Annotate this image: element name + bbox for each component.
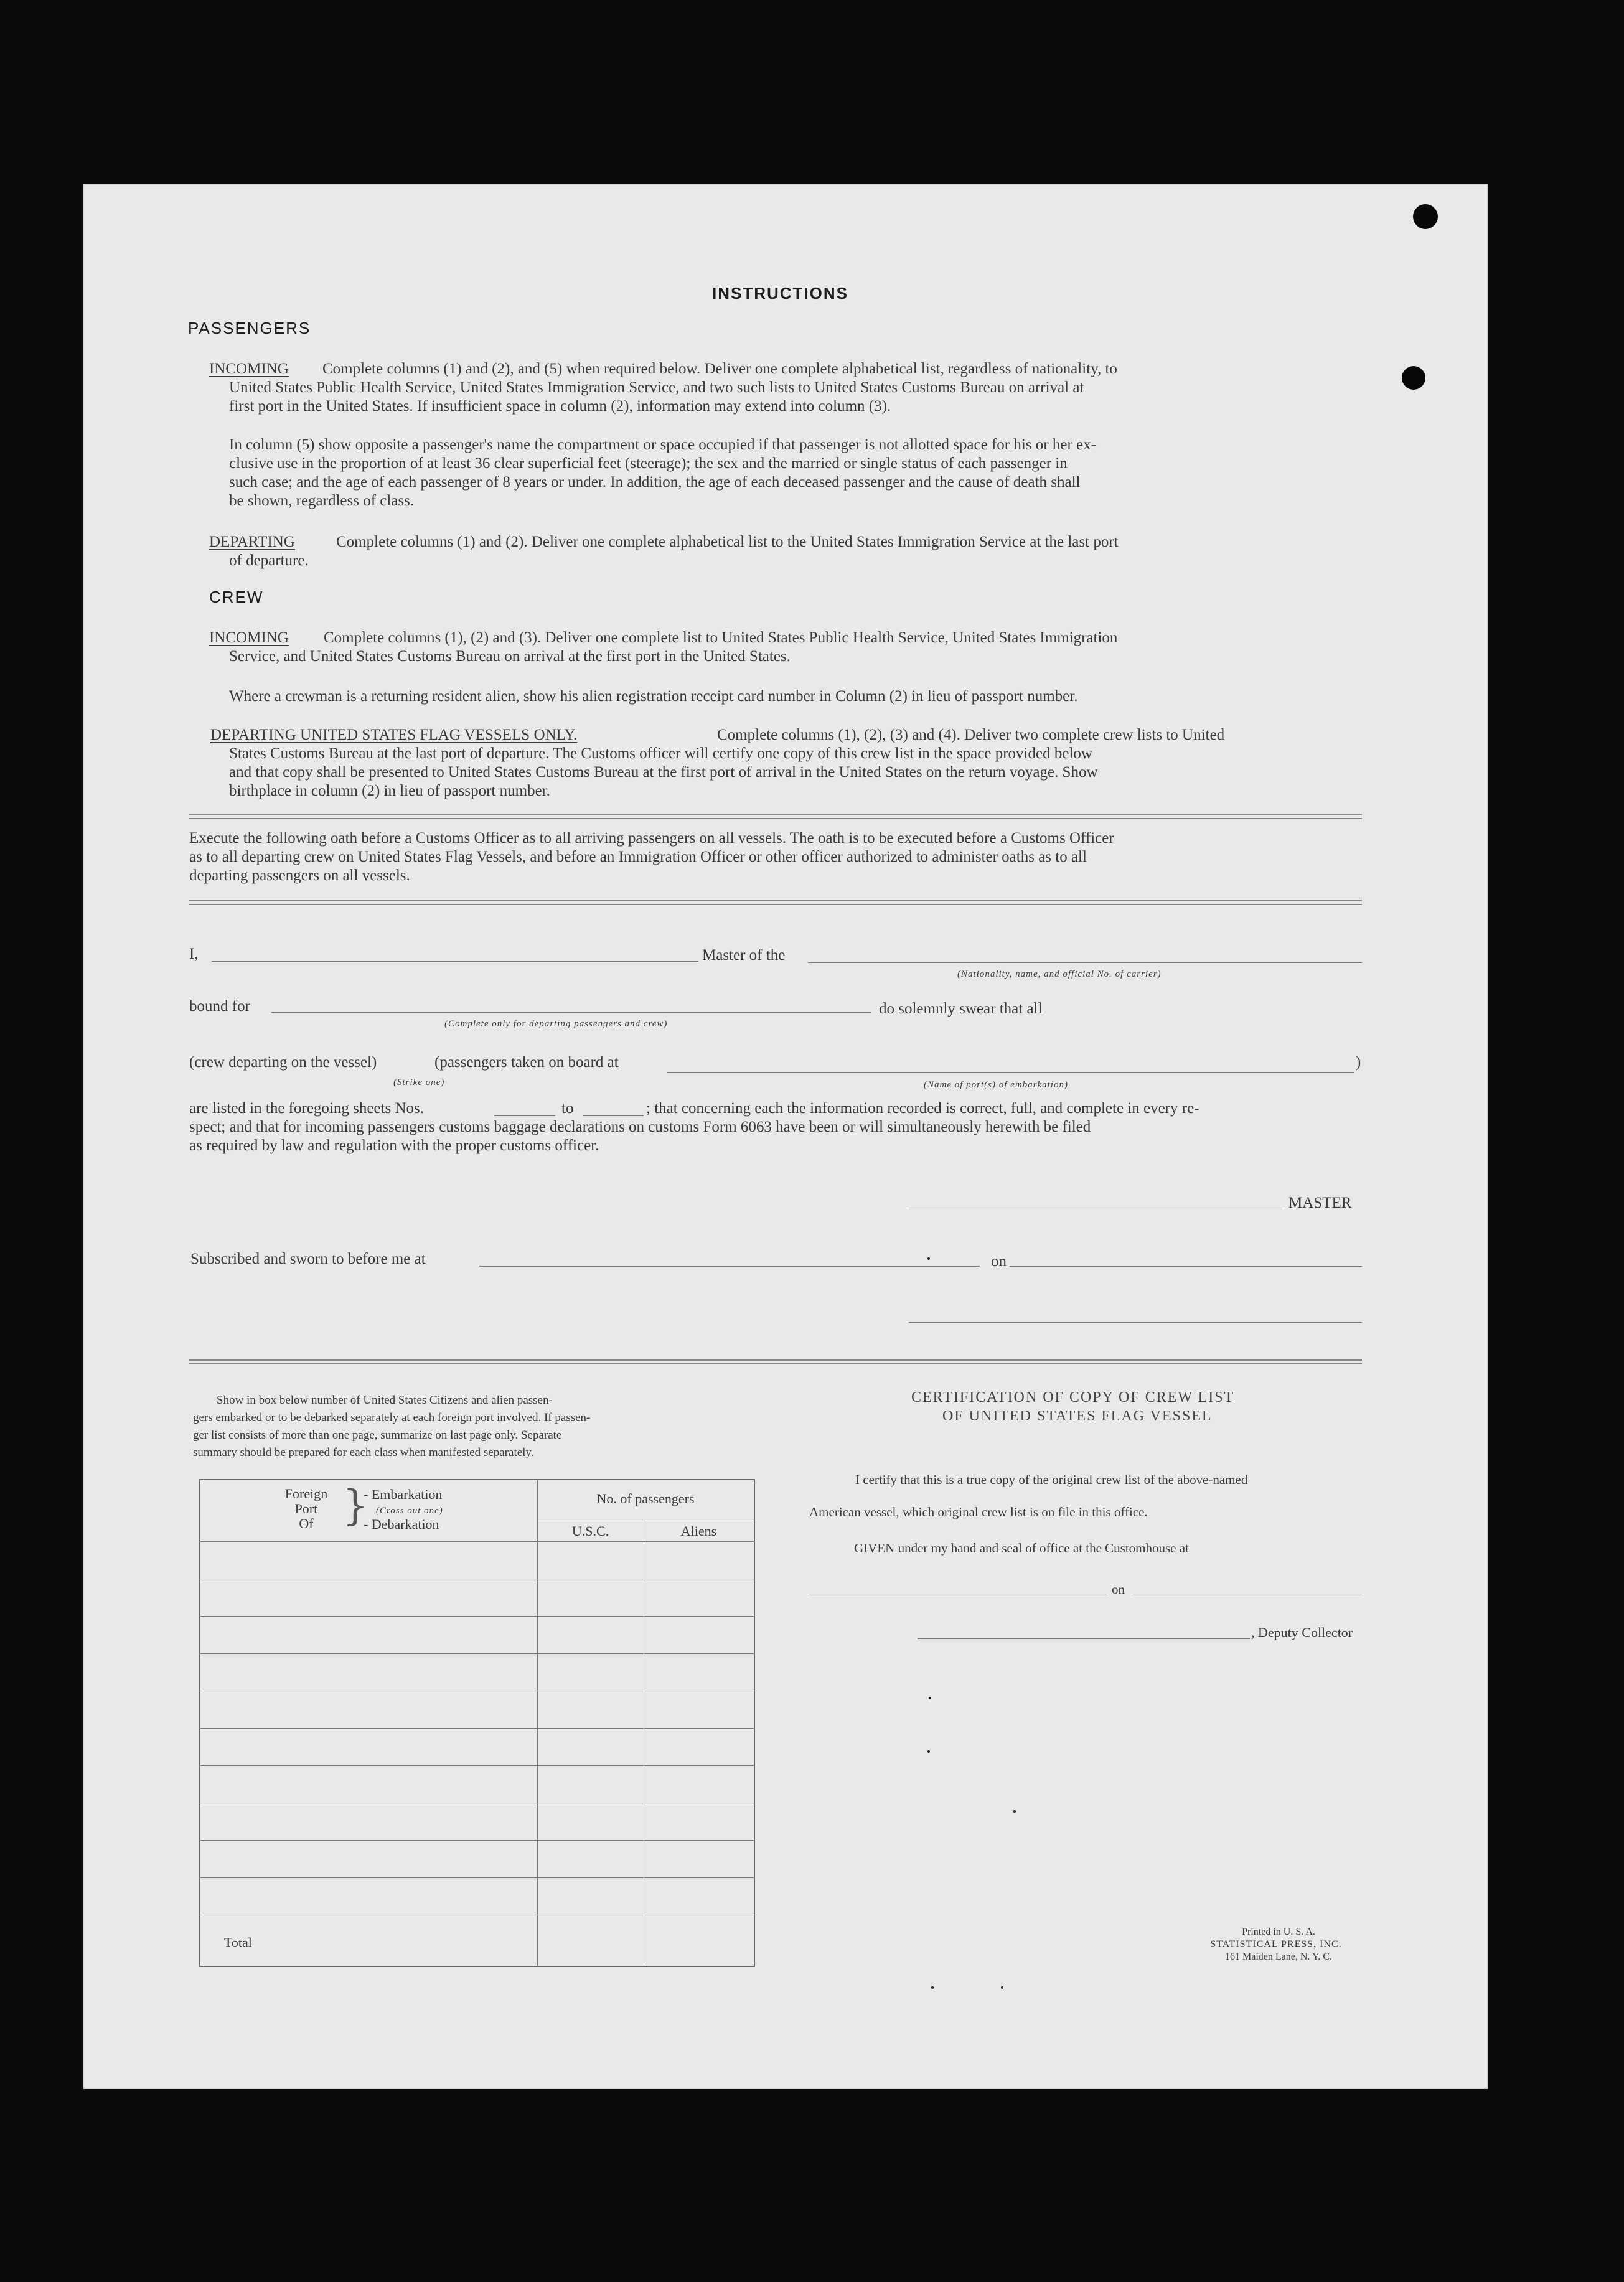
- oath-i-label: I,: [189, 946, 199, 962]
- sheet-from-field[interactable]: [494, 1115, 555, 1116]
- listed-label: are listed in the foregoing sheets Nos.: [189, 1100, 424, 1117]
- passengers-heading: PASSENGERS: [188, 319, 311, 337]
- sworn-place-field[interactable]: [479, 1266, 980, 1267]
- passenger-summary-table: [199, 1479, 755, 1967]
- close-paren: ): [1356, 1054, 1361, 1071]
- crew-incoming-line2: Service, and United States Customs Bureau on arrival at the first port in the United States.: [229, 648, 791, 665]
- column5-line3: such case; and the age of each passenger of 8 years or under. In addition, the age of each deceased passenger and the cause of death shall: [229, 474, 1081, 491]
- embarkation-ports-field[interactable]: [667, 1072, 1354, 1073]
- printer-line3: 161 Maiden Lane, N. Y. C.: [1225, 1951, 1332, 1962]
- section-divider: [189, 1359, 1362, 1364]
- oath-instructions-line3: departing passengers on all vessels.: [189, 867, 410, 884]
- swear-label: do solemnly swear that all: [879, 1000, 1043, 1017]
- crew-departing-line4: birthplace in column (2) in lieu of passport number.: [229, 782, 550, 799]
- cross-out-note: (Cross out one): [376, 1506, 443, 1516]
- speck: [929, 1697, 931, 1699]
- certification-line2: American vessel, which original crew list is on file in this office.: [809, 1505, 1148, 1519]
- crew-departing-line2: States Customs Bureau at the last port of departure. The Customs officer will certify one copy of this crew list in the space provided below: [229, 745, 1092, 762]
- foreign-label: Foreign: [284, 1486, 328, 1501]
- bound-for-field[interactable]: [271, 1012, 871, 1013]
- certification-given: GIVEN under my hand and seal of office at the Customhouse at: [854, 1541, 1189, 1556]
- column5-line4: be shown, regardless of class.: [229, 492, 415, 509]
- speck: [927, 1257, 930, 1260]
- usc-header: U.S.C.: [571, 1523, 609, 1539]
- sworn-on-label: on: [991, 1253, 1007, 1270]
- master-label: MASTER: [1288, 1195, 1352, 1211]
- passengers-departing-line2: of departure.: [229, 552, 309, 569]
- embarkation-ports-note: (Name of port(s) of embarkation): [924, 1080, 1068, 1090]
- debarkation-option[interactable]: - Debarkation: [364, 1516, 439, 1532]
- carrier-field[interactable]: [808, 962, 1362, 963]
- passengers-departing-heading: DEPARTING: [209, 533, 295, 550]
- page-title: INSTRUCTIONS: [712, 284, 848, 303]
- aliens-header: Aliens: [680, 1523, 717, 1539]
- bound-for-label: bound for: [189, 998, 250, 1015]
- box-intro-line2: gers embarked or to be debarked separately at each foreign port involved. If passen-: [193, 1411, 591, 1424]
- listed-line2: spect; and that for incoming passengers customs baggage declarations on customs Form 6063 have been or will simultaneously herewith be filed: [189, 1119, 1091, 1135]
- subscribed-label: Subscribed and sworn to before me at: [190, 1251, 426, 1267]
- certification-title-line2: OF UNITED STATES FLAG VESSEL: [942, 1408, 1213, 1424]
- printer-line1: Printed in U. S. A.: [1242, 1927, 1315, 1937]
- oath-instructions-line2: as to all departing crew on United States Flag Vessels, and before an Immigration Officer or other officer authorized to administer oaths as to all: [189, 848, 1087, 865]
- passengers-taken-option[interactable]: (passengers taken on board at: [434, 1054, 619, 1071]
- no-of-passengers-header: No. of passengers: [596, 1491, 695, 1506]
- of-label: Of: [299, 1516, 314, 1531]
- deputy-collector-label: , Deputy Collector: [1251, 1625, 1353, 1640]
- certification-title-line1: CERTIFICATION OF COPY OF CREW LIST: [911, 1389, 1235, 1406]
- deputy-collector-signature-field[interactable]: [918, 1638, 1250, 1639]
- certification-line1: I certify that this is a true copy of the original crew list of the above-named: [855, 1472, 1248, 1487]
- oath-instructions-line1: Execute the following oath before a Customs Officer as to all arriving passengers on all vessels. The oath is to be executed before a Customs Officer: [189, 830, 1114, 847]
- column5-line2: clusive use in the proportion of at least 36 clear superficial feet (steerage); the sex and the married or single status of each passenger in: [229, 455, 1068, 472]
- total-label: Total: [224, 1935, 252, 1950]
- crew-departing-heading: DEPARTING UNITED STATES FLAG VESSELS ONLY.: [210, 726, 578, 743]
- bound-for-note: (Complete only for departing passengers and crew): [444, 1019, 668, 1029]
- printer-line2: STATISTICAL PRESS, INC.: [1210, 1939, 1342, 1950]
- crew-departing-line1: Complete columns (1), (2), (3) and (4). Deliver two complete crew lists to United: [717, 726, 1225, 743]
- crew-departing-line3: and that copy shall be presented to United States Customs Bureau at the first port of arrival in the United States on the return voyage. Show: [229, 764, 1098, 781]
- punch-hole-top: [1413, 204, 1438, 229]
- box-intro-line1: Show in box below number of United States Citizens and alien passen-: [217, 1394, 553, 1407]
- speck: [927, 1750, 930, 1753]
- master-of-the-label: Master of the: [702, 947, 786, 964]
- listed-line3: as required by law and regulation with the proper customs officer.: [189, 1137, 599, 1154]
- crew-departing-option[interactable]: (crew departing on the vessel): [189, 1054, 377, 1071]
- listed-to-label: to: [561, 1100, 574, 1117]
- passengers-incoming-heading: INCOMING: [209, 360, 289, 377]
- passengers-incoming-line1: Complete columns (1) and (2), and (5) when required below. Deliver one complete alphabetical list, regardless of nationality, to: [322, 360, 1117, 377]
- box-intro-line4: summary should be prepared for each class when manifested separately.: [193, 1446, 534, 1459]
- carrier-field-note: (Nationality, name, and official No. of carrier): [957, 969, 1162, 979]
- brace-icon: }: [342, 1481, 368, 1529]
- port-label: Port: [294, 1501, 318, 1516]
- passengers-incoming-line2: United States Public Health Service, United States Immigration Service, and two such lists to United States Customs Bureau on arrival at: [229, 379, 1084, 396]
- master-name-field[interactable]: [212, 961, 698, 962]
- listed-line1-rest: ; that concerning each the information recorded is correct, full, and complete in every re-: [646, 1100, 1199, 1117]
- embarkation-option[interactable]: - Embarkation: [364, 1486, 443, 1502]
- form-sheet: [83, 184, 1488, 2089]
- sworn-date-field[interactable]: [1010, 1266, 1362, 1267]
- crew-incoming-heading: INCOMING: [209, 629, 289, 646]
- certification-on-label: on: [1112, 1582, 1125, 1597]
- passengers-incoming-line3: first port in the United States. If insufficient space in column (2), information may extend into column (3).: [229, 398, 891, 415]
- speck: [931, 1986, 934, 1989]
- sheet-to-field[interactable]: [583, 1115, 644, 1116]
- officer-signature-field[interactable]: [909, 1322, 1362, 1323]
- box-intro-line3: ger list consists of more than one page, summarize on last page only. Separate: [193, 1429, 562, 1442]
- crew-incoming-line1: Complete columns (1), (2) and (3). Deliver one complete list to United States Public Health Service, United States Immigration: [324, 629, 1118, 646]
- crewman-note: Where a crewman is a returning resident alien, show his alien registration receipt card number in Column (2) in lieu of passport number.: [229, 688, 1078, 705]
- speck: [1013, 1810, 1016, 1813]
- section-divider: [189, 900, 1362, 905]
- column5-line1: In column (5) show opposite a passenger's name the compartment or space occupied if that passenger is not allotted space for his or her ex-: [229, 436, 1096, 453]
- section-divider: [189, 814, 1362, 819]
- strike-one-note: (Strike one): [393, 1078, 445, 1087]
- crew-heading: CREW: [209, 588, 264, 606]
- speck: [1001, 1986, 1003, 1989]
- passengers-departing-line1: Complete columns (1) and (2). Deliver one complete alphabetical list to the United States Immigration Service at the last port: [336, 533, 1119, 550]
